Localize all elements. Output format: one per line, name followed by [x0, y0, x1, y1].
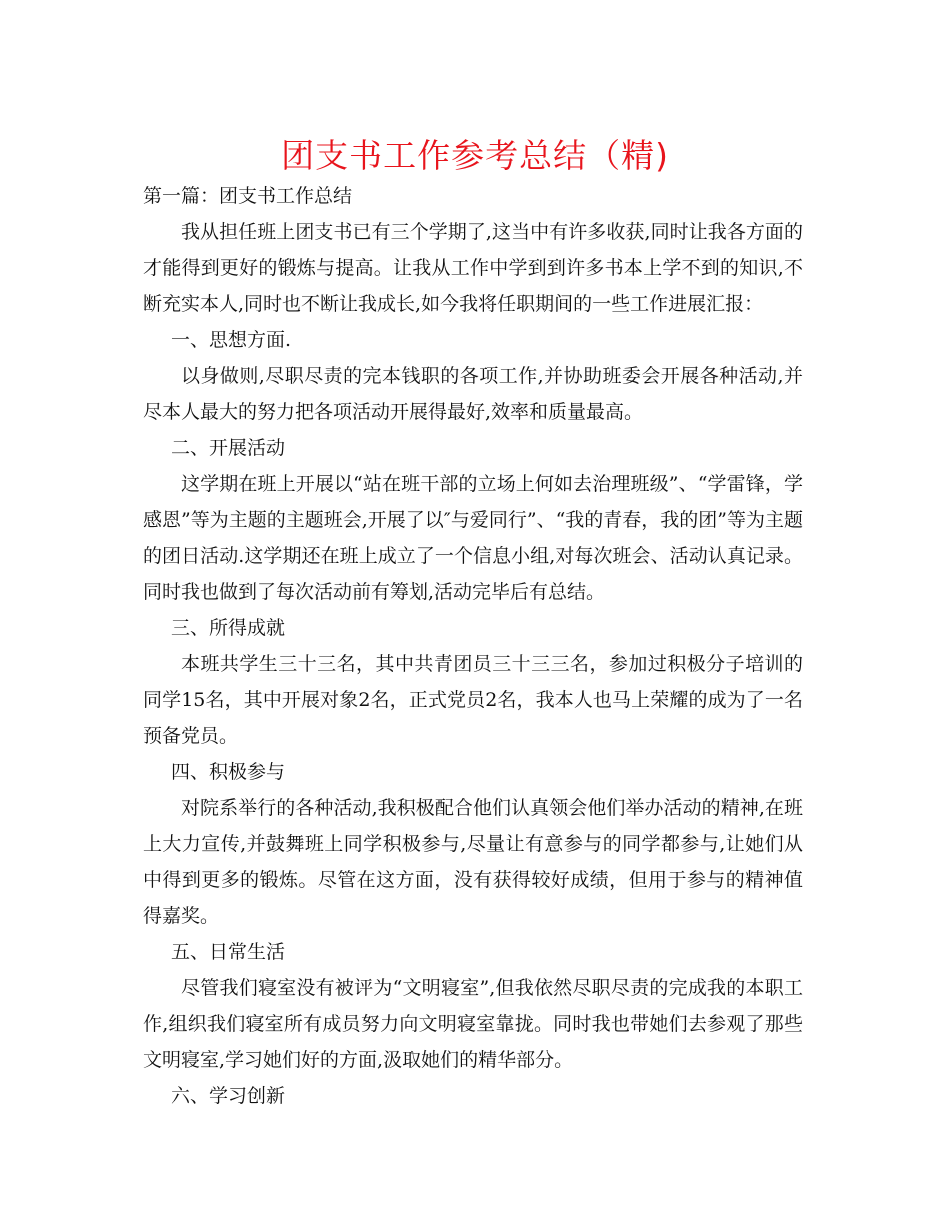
document-body	[143, 178, 803, 1114]
item-heading-5: 五、日常生活	[171, 941, 286, 963]
intro-paragraph: 我从担任班上团支书已有三个学期了,这当中有许多收获,同时让我各方面的才能得到更好的锻炼与提高。让我从工作中学到到许多书本上学不到的知识,不断充实本人,同时也不断让我成长,如今我将任职期间的一些工作进展汇报：	[143, 221, 803, 315]
item-heading-4: 四、积极参与	[171, 761, 286, 783]
item-body-3: 本班共学生三十三名，其中共青团员三十三三名，参加过积极分子培训的同学15名，其中开展对象2名，正式党员2名，我本人也马上荣耀的成为了一名预备党员。	[143, 653, 803, 747]
item-body-2: 这学期在班上开展以“站在班干部的立场上何如去治理班级”、“学雷锋，学感恩”等为主题的主题班会,开展了以″与爱同行”、“我的青春，我的团”等为主题的团日活动.这学期还在班上成立了一个信息小组,对每次班会、活动认真记录。同时我也做到了每次活动前有筹划,活动完毕后有总结。	[143, 473, 803, 603]
section-title: 第一篇：团支书工作总结	[143, 185, 353, 207]
document-title: 团支书工作参考总结（精)	[281, 136, 669, 175]
item-heading-6: 六、学习创新	[171, 1085, 286, 1107]
item-body-1: 以身做则,尽职尽责的完本钱职的各项工作,并协助班委会开展各种活动,并尽本人最大的努力把各项活动开展得最好,效率和质量最高。	[143, 365, 803, 423]
item-heading-3: 三、所得成就	[171, 617, 286, 639]
item-body-5: 尽管我们寝室没有被评为“文明寝室”,但我依然尽职尽责的完成我的本职工作,组织我们寝室所有成员努力向文明寝室靠拢。同时我也带她们去参观了那些文明寝室,学习她们好的方面,汲取她们的精华部分。	[143, 977, 803, 1071]
item-body-4: 对院系举行的各种活动,我积极配合他们认真领会他们举办活动的精神,在班上大力宣传,并鼓舞班上同学积极参与,尽量让有意参与的同学都参与,让她们从中得到更多的锻炼。尽管在这方面，没有获得较好成绩，但用于参与的精神值得嘉奖。	[143, 797, 803, 927]
item-heading-2: 二、开展活动	[171, 437, 286, 459]
item-heading-1: 一、思想方面.	[171, 329, 292, 351]
